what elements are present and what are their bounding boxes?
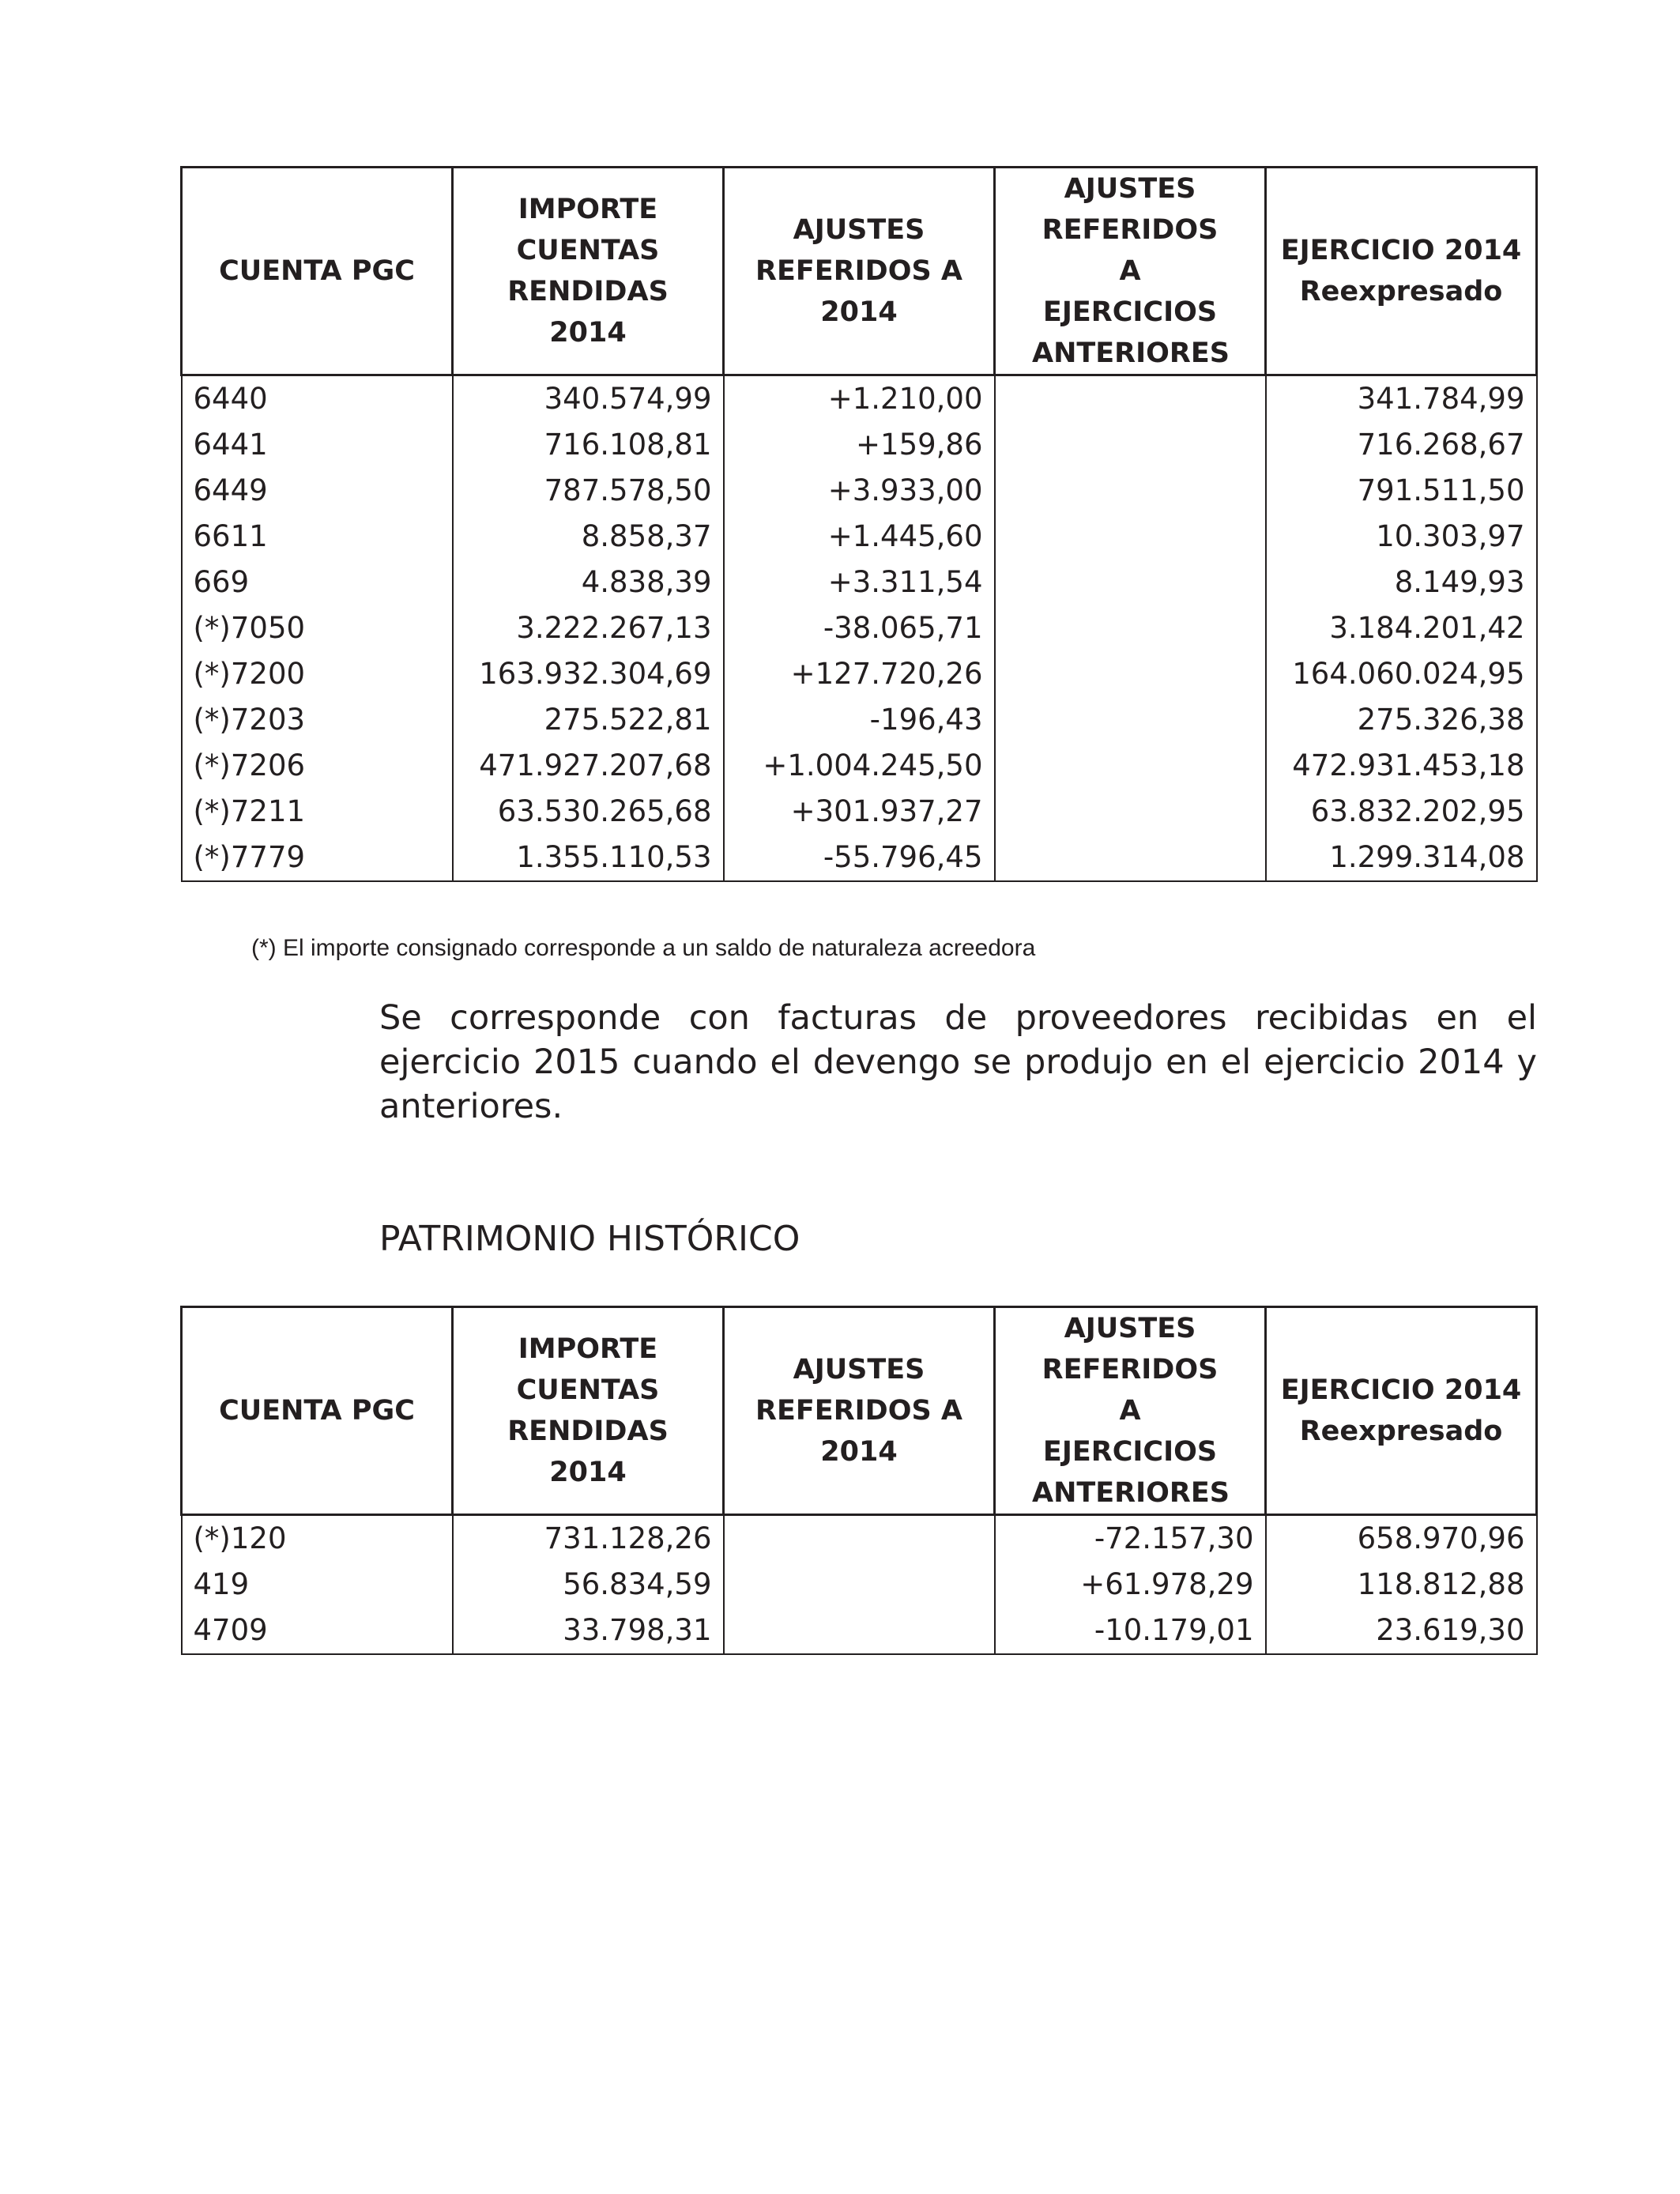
- cell-ajuste-2014: [724, 1608, 995, 1654]
- table-row: [182, 1608, 1537, 1654]
- cell-importe: 1.355.110,53: [453, 835, 724, 881]
- table-header-row: [182, 168, 1537, 375]
- table-body: [182, 375, 1537, 882]
- cell-ejercicio: 275.326,38: [1266, 697, 1537, 743]
- cell-importe: 471.927.207,68: [453, 743, 724, 789]
- table-row: [182, 697, 1537, 743]
- cell-ajuste-anteriores: [995, 560, 1266, 605]
- cell-ajuste-anteriores: +61.978,29: [995, 1562, 1266, 1608]
- cell-ejercicio: 118.812,88: [1266, 1562, 1537, 1608]
- cell-ajuste-2014: +159,86: [724, 422, 995, 468]
- cell-ejercicio: 10.303,97: [1266, 514, 1537, 560]
- header-cuenta: CUENTA PGC: [182, 1307, 453, 1515]
- table-row: [182, 651, 1537, 697]
- table-body: [182, 1515, 1537, 1655]
- section-title: PATRIMONIO HISTÓRICO: [379, 1219, 800, 1259]
- cell-cuenta: 6449: [182, 468, 453, 514]
- header-ajustes-anteriores-text: AJUSTES REFERIDOS A EJERCICIOS ANTERIORES: [1032, 1313, 1230, 1509]
- header-ajustes-anteriores-text: AJUSTES REFERIDOS A EJERCICIOS ANTERIORES: [1032, 173, 1230, 369]
- footnote: (*) El importe consignado corresponde a un saldo de naturaleza acreedora: [251, 935, 1036, 961]
- table-row: [182, 375, 1537, 423]
- cell-cuenta: (*)7779: [182, 835, 453, 881]
- header-ejercicio-line2: Reexpresado: [1299, 276, 1503, 307]
- adjustments-table: [180, 166, 1538, 882]
- cell-ejercicio: 658.970,96: [1266, 1515, 1537, 1563]
- cell-ajuste-anteriores: [995, 789, 1266, 835]
- table-row: [182, 835, 1537, 881]
- header-importe-text: IMPORTE CUENTAS RENDIDAS 2014: [507, 1333, 669, 1488]
- cell-importe: 56.834,59: [453, 1562, 724, 1608]
- table-row: [182, 514, 1537, 560]
- cell-ejercicio: 1.299.314,08: [1266, 835, 1537, 881]
- header-ajustes-2014-text: AJUSTES REFERIDOS A 2014: [755, 1354, 962, 1468]
- explanation-paragraph: Se corresponde con facturas de proveedores recibidas en el ejercicio 2015 cuando el devengo se produjo en el ejercicio 2014 y anteriores.: [379, 998, 1537, 1126]
- cell-importe: 163.932.304,69: [453, 651, 724, 697]
- cell-importe: 4.838,39: [453, 560, 724, 605]
- cell-ajuste-2014: +1.210,00: [724, 375, 995, 423]
- cell-importe: 8.858,37: [453, 514, 724, 560]
- cell-ejercicio: 8.149,93: [1266, 560, 1537, 605]
- table-row: [182, 422, 1537, 468]
- header-ajustes-2014: [724, 168, 995, 375]
- cell-cuenta: (*)7211: [182, 789, 453, 835]
- header-ejercicio-line1: EJERCICIO 2014: [1280, 1374, 1522, 1406]
- header-ejercicio: [1266, 1307, 1537, 1515]
- cell-cuenta: 669: [182, 560, 453, 605]
- cell-ajuste-2014: +3.311,54: [724, 560, 995, 605]
- cell-ajuste-2014: -55.796,45: [724, 835, 995, 881]
- cell-ajuste-2014: +1.445,60: [724, 514, 995, 560]
- cell-ajuste-anteriores: -10.179,01: [995, 1608, 1266, 1654]
- cell-ajuste-2014: [724, 1562, 995, 1608]
- cell-cuenta: (*)7200: [182, 651, 453, 697]
- header-ajustes-anteriores: [995, 1307, 1266, 1515]
- cell-ejercicio: 791.511,50: [1266, 468, 1537, 514]
- patrimonio-table: [180, 1306, 1538, 1655]
- table-row: [182, 468, 1537, 514]
- cell-ajuste-2014: +301.937,27: [724, 789, 995, 835]
- cell-ajuste-anteriores: [995, 514, 1266, 560]
- cell-ejercicio: 341.784,99: [1266, 375, 1537, 423]
- cell-ajuste-anteriores: [995, 375, 1266, 423]
- cell-importe: 3.222.267,13: [453, 605, 724, 651]
- cell-ajuste-2014: +3.933,00: [724, 468, 995, 514]
- cell-cuenta: (*)7050: [182, 605, 453, 651]
- cell-cuenta: 6440: [182, 375, 453, 423]
- cell-ajuste-2014: [724, 1515, 995, 1563]
- cell-ejercicio: 3.184.201,42: [1266, 605, 1537, 651]
- cell-ajuste-2014: +127.720,26: [724, 651, 995, 697]
- cell-ajuste-2014: -38.065,71: [724, 605, 995, 651]
- cell-ejercicio: 472.931.453,18: [1266, 743, 1537, 789]
- cell-importe: 63.530.265,68: [453, 789, 724, 835]
- cell-ajuste-anteriores: [995, 422, 1266, 468]
- header-ejercicio: [1266, 168, 1537, 375]
- header-ejercicio-line2: Reexpresado: [1299, 1416, 1503, 1447]
- table-row: [182, 1515, 1537, 1563]
- cell-ajuste-anteriores: [995, 651, 1266, 697]
- table-row: [182, 560, 1537, 605]
- cell-ajuste-anteriores: [995, 697, 1266, 743]
- cell-cuenta: (*)120: [182, 1515, 453, 1563]
- table-row: [182, 605, 1537, 651]
- header-importe: [453, 1307, 724, 1515]
- cell-ajuste-2014: -196,43: [724, 697, 995, 743]
- cell-cuenta: 419: [182, 1562, 453, 1608]
- cell-importe: 275.522,81: [453, 697, 724, 743]
- cell-cuenta: (*)7206: [182, 743, 453, 789]
- table-row: [182, 743, 1537, 789]
- table-row: [182, 789, 1537, 835]
- cell-importe: 731.128,26: [453, 1515, 724, 1563]
- cell-importe: 716.108,81: [453, 422, 724, 468]
- cell-ejercicio: 716.268,67: [1266, 422, 1537, 468]
- cell-ajuste-anteriores: [995, 743, 1266, 789]
- cell-ajuste-anteriores: [995, 605, 1266, 651]
- cell-ejercicio: 63.832.202,95: [1266, 789, 1537, 835]
- header-importe-text: IMPORTE CUENTAS RENDIDAS 2014: [507, 194, 669, 349]
- cell-ajuste-anteriores: [995, 835, 1266, 881]
- cell-ejercicio: 164.060.024,95: [1266, 651, 1537, 697]
- cell-ajuste-anteriores: [995, 468, 1266, 514]
- cell-importe: 340.574,99: [453, 375, 724, 423]
- header-ejercicio-line1: EJERCICIO 2014: [1280, 235, 1522, 266]
- cell-ejercicio: 23.619,30: [1266, 1608, 1537, 1654]
- cell-cuenta: 4709: [182, 1608, 453, 1654]
- cell-cuenta: (*)7203: [182, 697, 453, 743]
- cell-ajuste-anteriores: -72.157,30: [995, 1515, 1266, 1563]
- header-ajustes-2014-text: AJUSTES REFERIDOS A 2014: [755, 214, 962, 328]
- table-header-row: [182, 1307, 1537, 1515]
- table-row: [182, 1562, 1537, 1608]
- header-ajustes-anteriores: [995, 168, 1266, 375]
- cell-importe: 787.578,50: [453, 468, 724, 514]
- header-cuenta: CUENTA PGC: [182, 168, 453, 375]
- cell-importe: 33.798,31: [453, 1608, 724, 1654]
- header-importe: [453, 168, 724, 375]
- cell-cuenta: 6611: [182, 514, 453, 560]
- header-ajustes-2014: [724, 1307, 995, 1515]
- cell-cuenta: 6441: [182, 422, 453, 468]
- cell-ajuste-2014: +1.004.245,50: [724, 743, 995, 789]
